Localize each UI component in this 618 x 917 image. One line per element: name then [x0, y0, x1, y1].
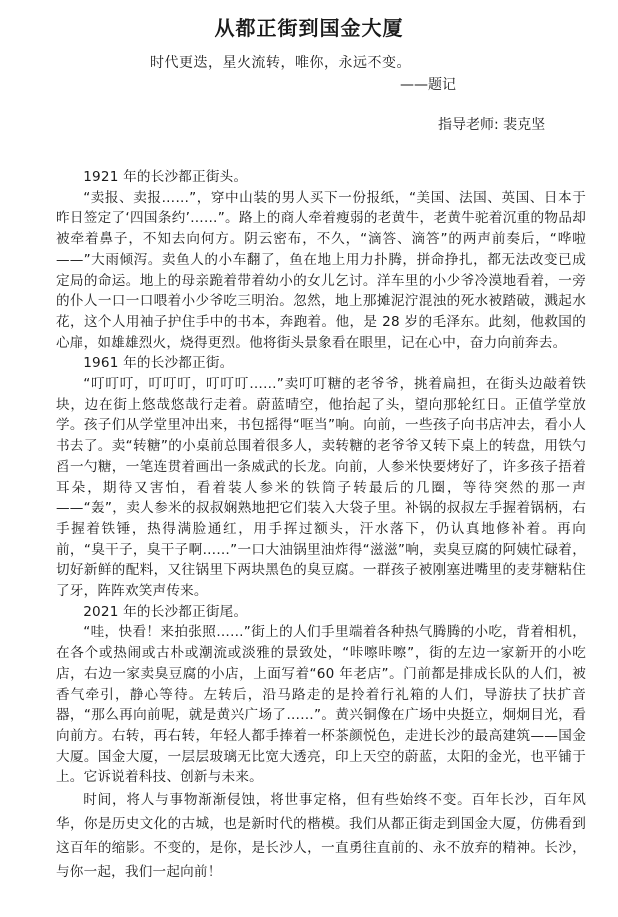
- essay-title: 从都正街到国金大厦: [214, 16, 404, 40]
- paragraph-conclusion: 时间，将人与事物渐渐侵蚀，将世事定格，但有些始终不变。百年长沙，百年风华，你是历史文化的古城，也是新时代的楷模。我们从都正街走到国金大厦，仿佛看到这百年的缩影。不变的，是你，是长沙人，一直勇往直前的、永不放弃的精神。长沙，与你一起，我们一起向前！: [56, 792, 586, 881]
- paragraph-1961-heading: 1961 年的长沙都正街。: [83, 355, 234, 372]
- paragraph-2021-story: “哇，快看！来拍张照……”街上的人们手里端着各种热气腾腾的小吃，背着相机，在各个或热闹或古朴或潮流或淡雅的景致处，“咔嚓咔嚓”，街的左边一家新开的小吃店，右边一家卖臭豆腐的小店，上面写着“60 年老店”。门前都是排成长队的人们，被香气牵引，静心等待。左转后，沿马路走的是拎着行礼箱的人们，导游扶了扶扩音器，“那么再向前呢，就是黄兴广场了……”。黄兴铜像在广场中央挺立，炯炯目光，看向前方。右转，再右转，年轻人都手捧着一杯茶颜悦色，走进长沙的最高建筑——国金大厦。国金大厦，一层层玻璃无比宽大透亮，印上天空的蔚蓝，太阳的金光，也平铺于上。它诉说着科技、创新与未来。: [56, 624, 586, 786]
- paragraph-1921-story: “卖报、卖报……”，穿中山装的男人买下一份报纸，“美国、法国、英国、日本于昨日签定了‘四国条约’……”。路上的商人牵着瘦弱的老黄牛，老黄牛驼着沉重的物品却被牵着鼻子，不知去向何方。阴云密布，不久，“滴答、滴答”的两声前奏后，“哗啦——”大雨倾泻。卖鱼人的小车翻了，鱼在地上用力扑腾，拼命挣扎，都无法改变已成定局的命运。地上的母亲跪着带着幼小的女儿乞讨。洋车里的小少爷冷漠地看着，一旁的仆人一口一口喂着小少爷吃三明治。忽然，地上那摊泥泞混浊的死水被踏破，溅起水花，这个人用袖子护住手中的书本，奔跑着。他，是 28 岁的毛泽东。此刻，他救国的心扉，如雄雄烈火，烧得更烈。他将街头景象看在眼里，记在心中，奋力向前奔去。: [56, 189, 586, 351]
- epigraph: 时代更迭，星火流转，唯你，永远不变。: [150, 55, 411, 71]
- essay-body: [56, 167, 586, 884]
- epigraph-source: ——题记: [400, 77, 456, 93]
- paragraph-1961-story: “叮叮叮，叮叮叮，叮叮叮……”卖叮叮糖的老爷爷，挑着扁担，在街头边敲着铁块，边在街上悠哉悠哉行走着。蔚蓝晴空，他抬起了头，望向那轮红日。正值学堂放学。孩子们从学堂里冲出来，书包摇得“哐当”响。向前，一些孩子向书店冲去，看小人书去了。卖“转糖”的小桌前总围着很多人，卖转糖的老爷爷又转下桌上的转盘，用铁勺舀一勺糖，一笔连贯着画出一条威武的长龙。向前，人参米快要烤好了，许多孩子捂着耳朵，期待又害怕，看着装人参米的铁筒子转最后的几圈，等待突然的那一声——“轰”，卖人参米的叔叔娴熟地把它们装入大袋子里。补锅的叔叔左手握着锅柄，右手握着铁锤，热得满脸通红，用手挥过额头，汗水落下，仍认真地修补着。再向前，“臭干子，臭干子啊……”一口大油锅里油炸得“滋滋”响，卖臭豆腐的阿姨忙碌着，切好新鲜的配料，又往锅里下两块黑色的臭豆腐。一群孩子被刚塞进嘴里的麦芽糖粘住了牙，阵阵欢笑声传来。: [56, 376, 586, 600]
- teacher-credit: 指导老师: 裴克坚: [438, 117, 546, 133]
- paragraph-2021-heading: 2021 年的长沙都正街尾。: [83, 603, 248, 620]
- paragraph-1921-heading: 1921 年的长沙都正街头。: [83, 169, 248, 185]
